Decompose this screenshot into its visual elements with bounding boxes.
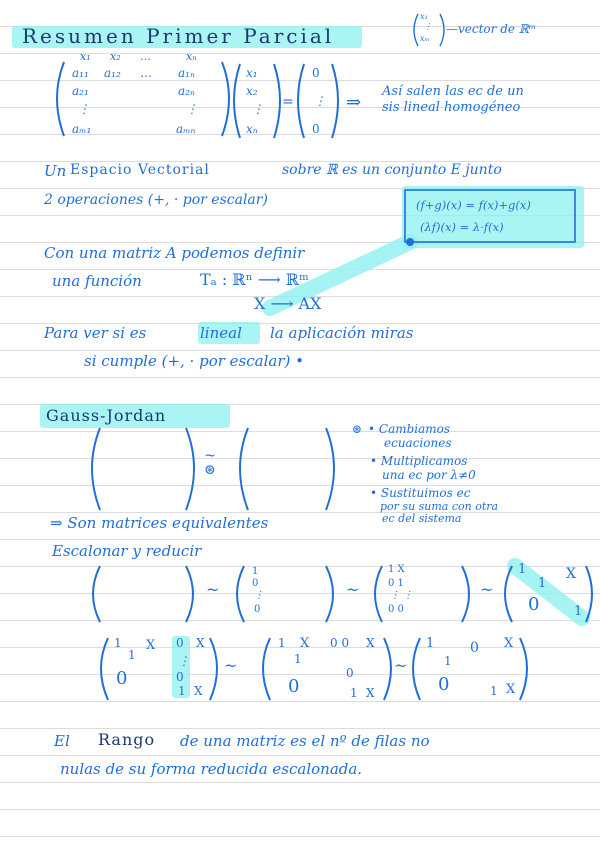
esc-tilde-2: ~: [346, 580, 360, 599]
x-vector-paren-right: [274, 64, 280, 138]
gauss-m2-paren-right: [326, 428, 334, 510]
a11: a₁₁: [72, 66, 89, 80]
row3-m1-e2: 1: [128, 648, 136, 662]
vnote-xm: xₘ: [420, 34, 430, 43]
row3-m2-e7: 0: [346, 666, 354, 680]
func-line-1: Con una matriz A podemos definir: [44, 244, 305, 262]
row3-m2-e3: 0 0: [330, 636, 350, 650]
esc-m4-e2: 1: [538, 576, 547, 591]
row3-m1-c4: 1: [178, 684, 186, 698]
row3-m1-c1: 0: [176, 636, 184, 650]
matrix-a-paren-right: [222, 62, 229, 136]
vnote-paren-left: [414, 14, 418, 46]
row3-tilde-2: ~: [394, 656, 408, 675]
ev-line-2: 2 operaciones (+, · por escalar): [44, 192, 268, 208]
matrix-header-dots: …: [140, 50, 151, 63]
homog-note-1: Así salen las ec de un: [382, 84, 524, 99]
a21: a₂₁: [72, 84, 89, 98]
row3-m3-paren-right: [520, 638, 527, 700]
x-vec-1: x₁: [246, 66, 258, 80]
esc-m4-e5: 1: [574, 604, 583, 619]
gauss-title: Gauss-Jordan: [46, 406, 167, 425]
escalonar-line: Escalonar y reducir: [52, 542, 202, 560]
matrix-header-x1: x₁: [80, 50, 91, 63]
ops-box-line-2: (λf)(x) = λ·f(x): [420, 220, 504, 234]
lineal-line-1b: la aplicación miras: [270, 324, 414, 342]
gauss-op-2b: una ec por λ≠0: [382, 468, 476, 482]
row3-m2-e5: 1: [294, 652, 302, 666]
vnote-paren-right: [440, 14, 444, 46]
homog-arrow: ⇒: [346, 92, 362, 113]
a-vdots-left: ⋮: [78, 102, 90, 116]
gauss-m2-paren-left: [240, 428, 248, 510]
vnote-x1: x₁: [420, 12, 428, 21]
x-vec-n: xₙ: [246, 122, 258, 136]
row3-m3-e4: 1: [444, 654, 452, 668]
esc-m4-e4: 0: [528, 594, 540, 615]
row3-m2-e2: X: [300, 636, 310, 651]
esc-m4-e1: 1: [518, 562, 527, 577]
func-line-2: una función: [52, 272, 142, 290]
a-vdots-right: ⋮: [186, 102, 198, 116]
row3-m3-e1: 1: [426, 636, 435, 651]
row3-m1-paren-left: [101, 638, 108, 700]
lineal-word: lineal: [200, 324, 242, 342]
rango-a: El: [54, 732, 70, 750]
a2n: a₂ₙ: [178, 84, 195, 98]
esc-tilde-3: ~: [480, 580, 494, 599]
a12: a₁₂: [104, 66, 121, 80]
gauss-m1-paren-right: [186, 428, 194, 510]
ops-box-line-1: (f+g)(x) = f(x)+g(x): [416, 198, 531, 212]
func-map: Tₐ : ℝⁿ ⟶ ℝᵐ: [200, 270, 309, 289]
amn: aₘₙ: [176, 122, 196, 136]
row3-m3-e2: 0: [470, 640, 479, 656]
x-vector-paren-left: [234, 64, 240, 138]
row3-m3-e7: X: [506, 682, 516, 697]
a1-dots: …: [140, 66, 152, 80]
equiv-line: ⇒ Son matrices equivalentes: [50, 514, 269, 532]
row3-m3-e5: 0: [438, 674, 450, 695]
zero-vec-top: 0: [312, 66, 320, 80]
rango-b: de una matriz es el nº de filas no: [180, 732, 430, 750]
gauss-tilde: ~: [204, 448, 216, 464]
gauss-ops-mark: ⊛: [352, 422, 363, 436]
row3-m1-e1: 1: [114, 636, 122, 650]
esc-m3-r2: 0 1: [388, 578, 404, 589]
esc-m3-r3: ⋮ ⋮: [390, 590, 414, 601]
page-title: Resumen Primer Parcial: [22, 24, 335, 48]
esc-m2-e2: 0: [252, 578, 259, 589]
row3-m2-paren-right: [384, 638, 391, 700]
rango-line-2: nulas de su forma reducida escalonada.: [60, 760, 363, 778]
lineal-line-1a: Para ver si es: [44, 324, 147, 342]
func-map-2: X ⟶ AX: [254, 294, 322, 313]
matrix-header-x2: x₂: [110, 50, 121, 63]
row3-m1-x4: X: [194, 684, 203, 698]
row3-m3-e3: X: [504, 636, 514, 651]
ev-line-1-b: sobre ℝ es un conjunto E junto: [282, 162, 502, 178]
row3-m2-paren-left: [263, 638, 270, 700]
gauss-op-1b: ecuaciones: [384, 436, 452, 450]
esc-m3-r4: 0 0: [388, 604, 404, 615]
row3-m1-e4: 0: [116, 668, 128, 689]
zero-vec-bottom: 0: [312, 122, 320, 136]
vnote-dots: ⋮: [424, 22, 432, 31]
esc-m3-r1: 1 X: [388, 564, 405, 575]
gauss-op-3c: ec del sistema: [382, 512, 462, 525]
row3-m1-e3: X: [146, 638, 156, 653]
esc-m2-e3: ⋮: [254, 590, 264, 601]
gauss-op-3b: por su suma con otra: [380, 500, 499, 513]
zero-vec-dots: ⋮: [314, 94, 326, 108]
row3-m3-e6: 1: [490, 684, 498, 698]
row3-m2-e1: 1: [278, 636, 286, 650]
esc-m2-paren-left: [237, 566, 244, 622]
matrix-a-paren-left: [57, 62, 64, 136]
gauss-op-3a: • Sustituimos ec: [370, 486, 471, 500]
ev-line-1-a: Un: [44, 162, 67, 180]
gauss-m1-paren-left: [92, 428, 100, 510]
row3-m1-c3: 0: [176, 670, 184, 684]
row3-m2-e8: 1: [350, 686, 358, 700]
row3-m2-e6: 0: [288, 676, 300, 697]
lineal-line-2: si cumple (+, · por escalar) •: [84, 352, 304, 370]
esc-m1-paren-left: [93, 566, 100, 622]
esc-m2-e4: 0: [254, 604, 261, 615]
esc-m4-e3: X: [566, 566, 576, 582]
gauss-op-1a: • Cambiamos: [368, 422, 451, 436]
row3-m1-x1: X: [196, 636, 205, 650]
esc-m3-paren-left: [375, 566, 382, 622]
esc-m4-paren-left: [505, 566, 512, 622]
x-vec-dots: ⋮: [252, 102, 264, 116]
matrix-header-xn: xₙ: [186, 50, 197, 63]
gauss-op-2a: • Multiplicamos: [370, 454, 468, 468]
row3-m3-paren-left: [413, 638, 420, 700]
row3-tilde-1: ~: [224, 656, 238, 675]
zero-vector-paren-right: [332, 64, 338, 138]
esc-m3-paren-right: [462, 566, 469, 622]
row3-m2-e9: X: [366, 686, 375, 700]
matrix-equals: =: [282, 94, 294, 110]
ev-term: Espacio Vectorial: [70, 162, 210, 178]
a1n: a₁ₙ: [178, 66, 195, 80]
esc-tilde-1: ~: [206, 580, 220, 599]
x-vec-2: x₂: [246, 84, 258, 98]
vector-note: —vector de ℝᵐ: [446, 22, 537, 36]
row3-m1-c2: ⋮: [178, 654, 190, 668]
am1: aₘ₁: [72, 122, 92, 136]
esc-m2-e1: 1: [252, 566, 259, 577]
rango-term: Rango: [98, 730, 156, 749]
homog-note-2: sis lineal homogéneo: [382, 100, 521, 115]
esc-m1-paren-right: [186, 566, 193, 622]
gauss-mark: ⊛: [204, 462, 216, 478]
row3-m1-paren-right: [210, 638, 217, 700]
esc-m2-paren-right: [326, 566, 333, 622]
zero-vector-paren-left: [298, 64, 304, 138]
row3-m2-e4: X: [366, 636, 375, 650]
